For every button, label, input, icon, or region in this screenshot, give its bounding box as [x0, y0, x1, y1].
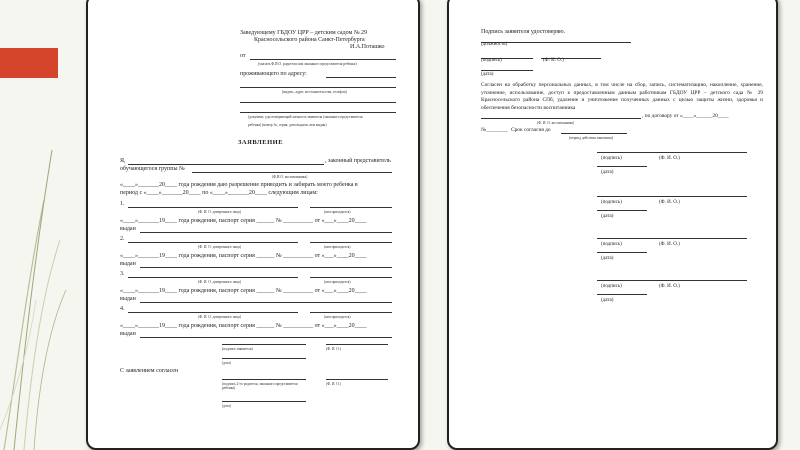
header-line: Красносельского района Санкт-Петербурга [254, 37, 365, 43]
consent-page: Подпись заявителя удостоверяю. (должность) (подпись) (Ф. И. О.) (дата) Согласен на обработку персональных данных, в том числе на сбор, запись, систематизацию, накопление, хранение, уточнение, использование, доступ к предоставленным данным работникам ГБДОУ ЦРР – детского сада № 29 Красносельского района СПб, удаление и уничтожение полученных данных с целью защиты жизни, здоровья и обеспечения безопасности воспитанника , по договору от «____»______20____ (Ф. И. О. воспитанника) №________ Срок согласия до (период действия заявления) (подпись) (Ф. И. О.) (дата) (подпись) (Ф. И. О.) (дата) (подпись) (Ф. И. О.) (дата) (подпись) (Ф. И. О.) (дата) [447, 0, 778, 450]
from-line [250, 59, 396, 60]
consent-text: Согласен на обработку персональных данных, в том числе на сбор, запись, систематизацию, накопление, хранение, уточнение, использование, доступ к предоставленным данным работникам ГБДОУ ЦРР – детского сада № 29 Красносельского района СПб, удаление и уничтожение полученных данных с целью защиты жизни, здоровья и обеспечения безопасности воспитанника [481, 82, 763, 111]
header-line: И.А.Поташко [350, 44, 385, 50]
fio-caption: (указать Ф.И.О. родителя или законного представителя ребенка) [258, 62, 357, 66]
agree-text: С заявлением согласен [120, 368, 179, 374]
confirm-text: Подпись заявителя удостоверяю. [481, 29, 566, 35]
document-caption: ребенка) (номер №, серия, дата выдачи, кем выдан) [248, 123, 327, 127]
from-label: от [240, 53, 246, 59]
red-accent-bar [0, 48, 58, 78]
application-page: Заведующему ГБДОУ ЦРР – детским садом № 29 Красносельского района Санкт-Петербурга И.А.Поташко от (указать Ф.И.О. родителя или законного представителя ребенка) проживающего по адресу: (индекс, адрес местожительства, телефон) (документ, удостоверяющий личность заявителя (законного представителя ребенка) (номер №, серия, дата выдачи, кем выдан) ЗАЯВЛЕНИЕ Я, , законный представитель обучающегося группы № (Ф.И.О. воспитанника) «____»_______20____ года рождения даю разрешение приводить и забирать моего ребенка в период с «____»_______20____ по «____»_______20____ следующим лицам: 1. (Ф. И. О. доверенного лица) (кем приходится) «____»_______19____ года рождения, паспорт серия ______ № __________ от «___»____20____ выдан 2. (Ф. И. О. доверенного лица) (кем приходится) «____»_______19____ года рождения, паспорт серия ______ № __________ от «___»____20____ выдан 3. (Ф. И. О. доверенного лица) (кем приходится) «____»_______19____ года рождения, паспорт серия ______ № __________ от «___»____20____ выдан 4. (Ф. И. О. доверенного лица) (кем приходится) «____»_______19____ года рождения, паспорт серия ______ № __________ от «___»____20____ выдан (подпись заявителя) (Ф. И. О.) (дата) С заявлением согласен (подпись 2-го родителя, законного представителя ребенка) (Ф. И. О.) (дата) [86, 0, 420, 450]
address-caption: (индекс, адрес местожительства, телефон) [282, 90, 347, 94]
address-label: проживающего по адресу: [240, 71, 307, 77]
document-caption: (документ, удостоверяющий личность заявителя (законного представителя [248, 115, 363, 119]
page-title: ЗАЯВЛЕНИЕ [238, 139, 284, 146]
header-line: Заведующему ГБДОУ ЦРР – детским садом № 29 [240, 30, 368, 36]
